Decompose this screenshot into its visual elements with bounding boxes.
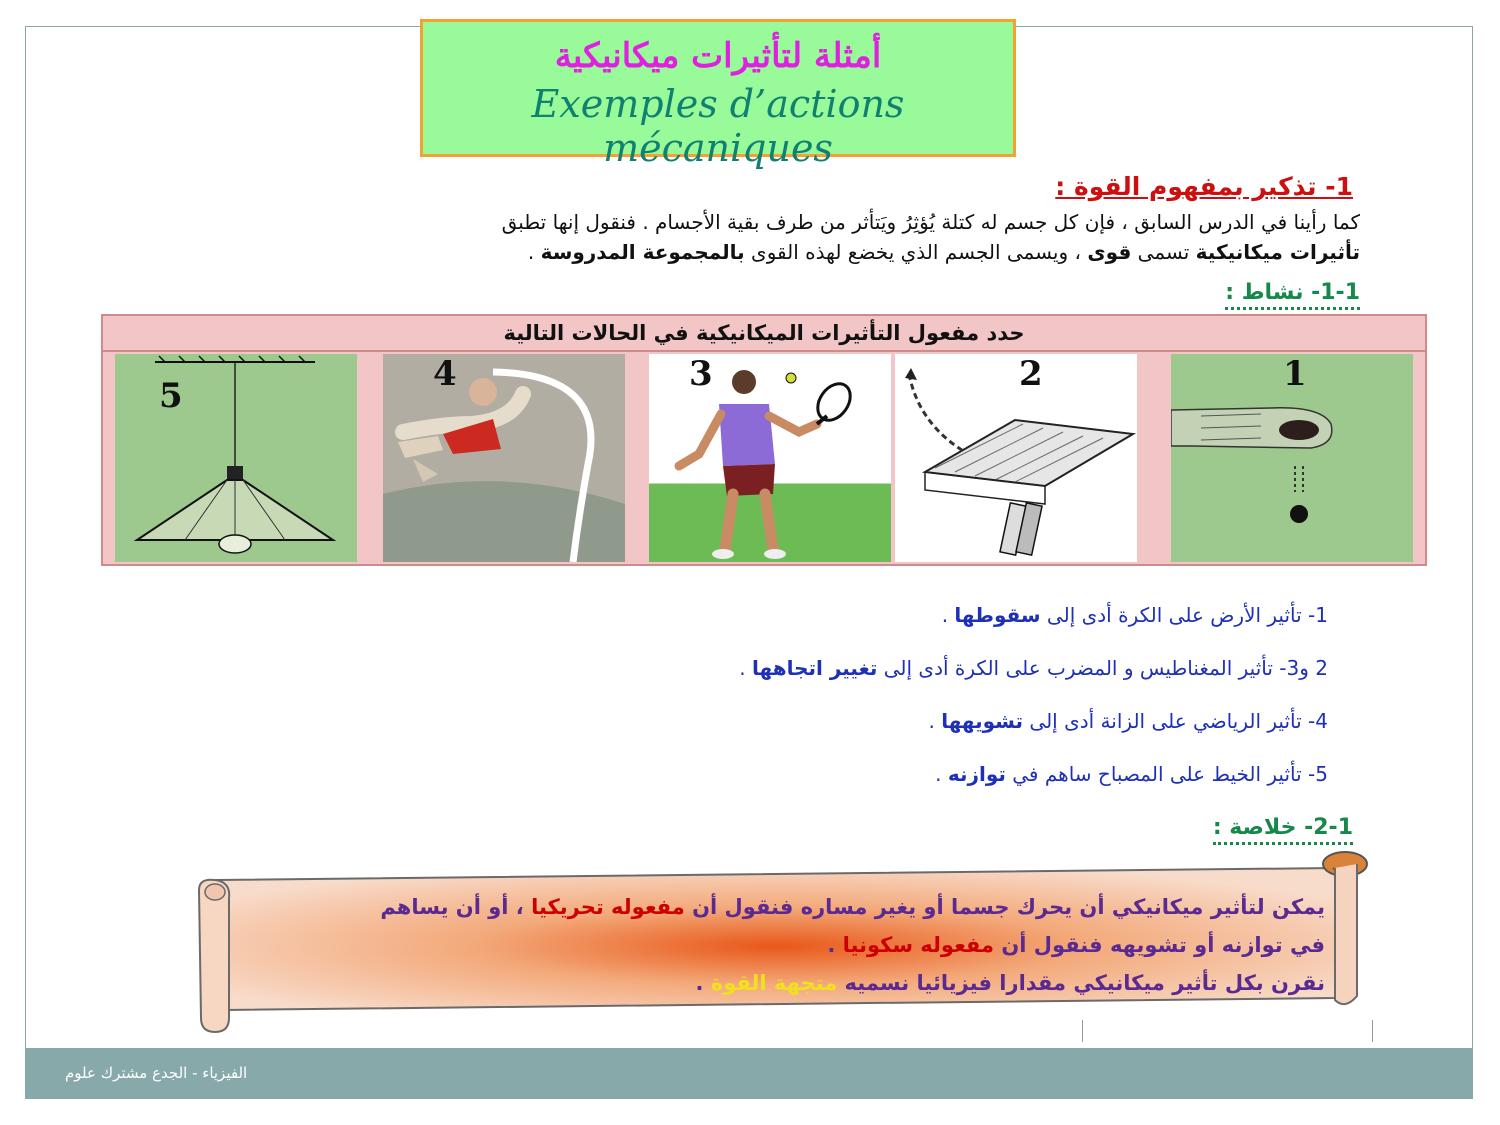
activity-heading: 1-1- نشاط : [1225, 280, 1360, 310]
result-end: . [739, 656, 752, 680]
term-force-vector: متجهة القوة [710, 971, 838, 995]
term-dynamic-effect: مفعوله تحريكيا [531, 895, 685, 919]
term-static-effect: مفعوله سكونيا [842, 933, 995, 957]
term-mechanical-actions: تأثيرات ميكانيكية [1195, 240, 1360, 264]
summary-text-part: يمكن لتأثير ميكانيكي أن يحرك جسما أو يغير مساره فنقول أن [684, 895, 1325, 919]
result-keyword: توازنه [947, 762, 1006, 786]
term-forces: قوى [1087, 240, 1132, 264]
summary-line-2 [245, 926, 1325, 964]
summary-text-part: ، أو أن يساهم [380, 895, 532, 919]
title-box [420, 19, 1016, 170]
result-item [428, 706, 1328, 759]
intro-text: . [527, 240, 541, 264]
intro-paragraph [200, 207, 1360, 267]
result-item [428, 759, 1328, 812]
picture-pole-vaulter [383, 354, 625, 562]
summary-line-3 [245, 964, 1325, 1002]
title-arabic: أمثلة لتأثيرات ميكانيكية [554, 36, 882, 76]
result-item [428, 600, 1328, 653]
result-keyword: تغيير اتجاهها [751, 656, 878, 680]
picture-number: 4 [433, 354, 457, 394]
magnet-deflection-image [895, 354, 1137, 562]
pole-vaulter-image [383, 354, 625, 562]
result-text: 2 و3- تأثير المغناطيس و المضرب على الكرة أدى إلى [877, 656, 1328, 680]
picture-hanging-lamp [115, 354, 357, 562]
result-end: . [935, 762, 948, 786]
summary-text-part: . [695, 971, 711, 995]
footer-text: الفيزياء - الجدع مشترك علوم [65, 1064, 248, 1082]
activity-table [101, 314, 1427, 566]
intro-text: ، ويسمى الجسم الذي يخضع لهذه القوى [744, 240, 1088, 264]
title-french: Exemples d’actions mécaniques [531, 82, 905, 170]
picture-number: 2 [1019, 354, 1043, 394]
intro-text: تسمى [1131, 240, 1196, 264]
result-item [428, 653, 1328, 706]
picture-number: 5 [159, 376, 183, 416]
term-studied-system: بالمجموعة المدروسة [540, 240, 745, 264]
picture-number: 1 [1283, 354, 1307, 394]
footer-bar [25, 1048, 1473, 1099]
divider [1082, 1020, 1083, 1042]
result-text: 4- تأثير الرياضي على الزانة أدى إلى [1023, 709, 1328, 733]
result-keyword: تشويهها [941, 709, 1024, 733]
summary-text-part: . [827, 933, 843, 957]
section-heading-force: 1- تذكير بمفهوم القوة : [1055, 172, 1353, 201]
picture-falling-ball [1171, 354, 1413, 562]
summary-line-1 [245, 888, 1325, 926]
result-end: . [928, 709, 942, 733]
summary-heading: 2-1- خلاصة : [1213, 815, 1353, 845]
intro-line-1: كما رأينا في الدرس السابق ، فإن كل جسم له كتلة يُؤثِرُ ويَتأثر من طرف بقية الأجسام . فنقول إنها تطبق [501, 210, 1360, 234]
picture-number: 3 [689, 354, 713, 394]
activity-pictures [103, 352, 1425, 564]
picture-magnet-deflection [895, 354, 1137, 562]
hanging-lamp-image [115, 354, 357, 562]
summary-text-part: نقرن بكل تأثير ميكانيكي مقدارا فيزيائيا نسميه [837, 971, 1325, 995]
picture-tennis-player [649, 354, 891, 562]
summary-scroll [185, 850, 1375, 1035]
results-list [428, 600, 1328, 812]
intro-line-2 [200, 237, 1360, 267]
result-text: 5- تأثير الخيط على المصباح ساهم في [1005, 762, 1328, 786]
divider [1372, 1020, 1373, 1042]
activity-table-header: حدد مفعول التأثيرات الميكانيكية في الحالات التالية [103, 316, 1425, 352]
summary-text [245, 888, 1325, 1002]
result-end: . [941, 603, 955, 627]
summary-text-part: في توازنه أو تشويهه فنقول أن [994, 933, 1325, 957]
tennis-player-image [649, 354, 891, 562]
result-keyword: سقوطها [954, 603, 1041, 627]
result-text: 1- تأثير الأرض على الكرة أدى إلى [1040, 603, 1328, 627]
